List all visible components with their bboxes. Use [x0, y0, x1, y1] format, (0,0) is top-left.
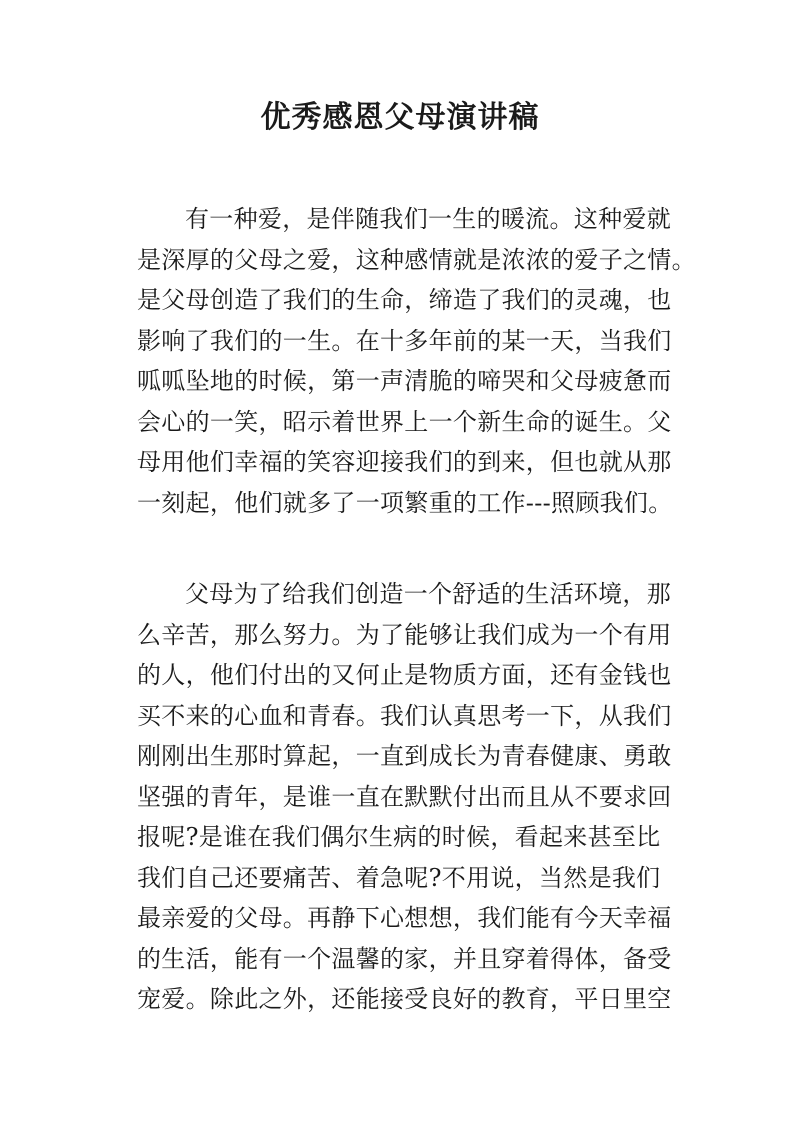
text-line: 的人，他们付出的又何止是物质方面，还有金钱也 [137, 661, 672, 689]
text-line: 坚强的青年，是谁一直在默默付出而且从不要求回 [137, 782, 672, 811]
text-line: 最亲爱的父母。再静下心想想，我们能有今天幸福 [137, 904, 672, 932]
text-line: 是深厚的父母之爱，这种感情就是浓浓的爱子之情。 [137, 245, 696, 274]
text-line: 父母为了给我们创造一个舒适的生活环境，那 [185, 580, 671, 608]
text-line: 有一种爱，是伴随我们一生的暖流。这种爱就 [185, 205, 671, 233]
paragraph-1 [137, 199, 696, 523]
text-line: 会心的一笑，昭示着世界上一个新生命的诞生。父 [137, 407, 672, 436]
text-line: 么辛苦，那么努力。为了能够让我们成为一个有用 [137, 620, 672, 649]
text-line: 影响了我们的一生。在十多年前的某一天，当我们 [137, 326, 672, 355]
paragraph-2 [137, 574, 677, 1020]
text-line: 呱呱坠地的时候，第一声清脆的啼哭和父母疲惫而 [137, 367, 672, 395]
text-line: 报呢?是谁在我们偶尔生病的时候，看起来甚至比 [137, 823, 661, 851]
text-line: 一刻起，他们就多了一项繁重的工作---照顾我们。 [137, 488, 673, 517]
text-line: 刚刚出生那时算起，一直到成长为青春健康、勇敢 [137, 742, 672, 770]
document-title: 优秀感恩父母演讲稿 [260, 100, 540, 135]
text-line: 买不来的心血和青春。我们认真思考一下，从我们 [137, 701, 672, 730]
text-line: 的生活，能有一个温馨的家，并且穿着得体，备受 [137, 944, 672, 973]
text-line: 是父母创造了我们的生命，缔造了我们的灵魂，也 [137, 286, 672, 314]
text-line: 母用他们幸福的笑容迎接我们的到来，但也就从那 [137, 448, 672, 476]
text-line: 宠爱。除此之外，还能接受良好的教育，平日里空 [137, 985, 672, 1013]
text-line: 我们自己还要痛苦、着急呢?不用说，当然是我们 [137, 863, 661, 892]
